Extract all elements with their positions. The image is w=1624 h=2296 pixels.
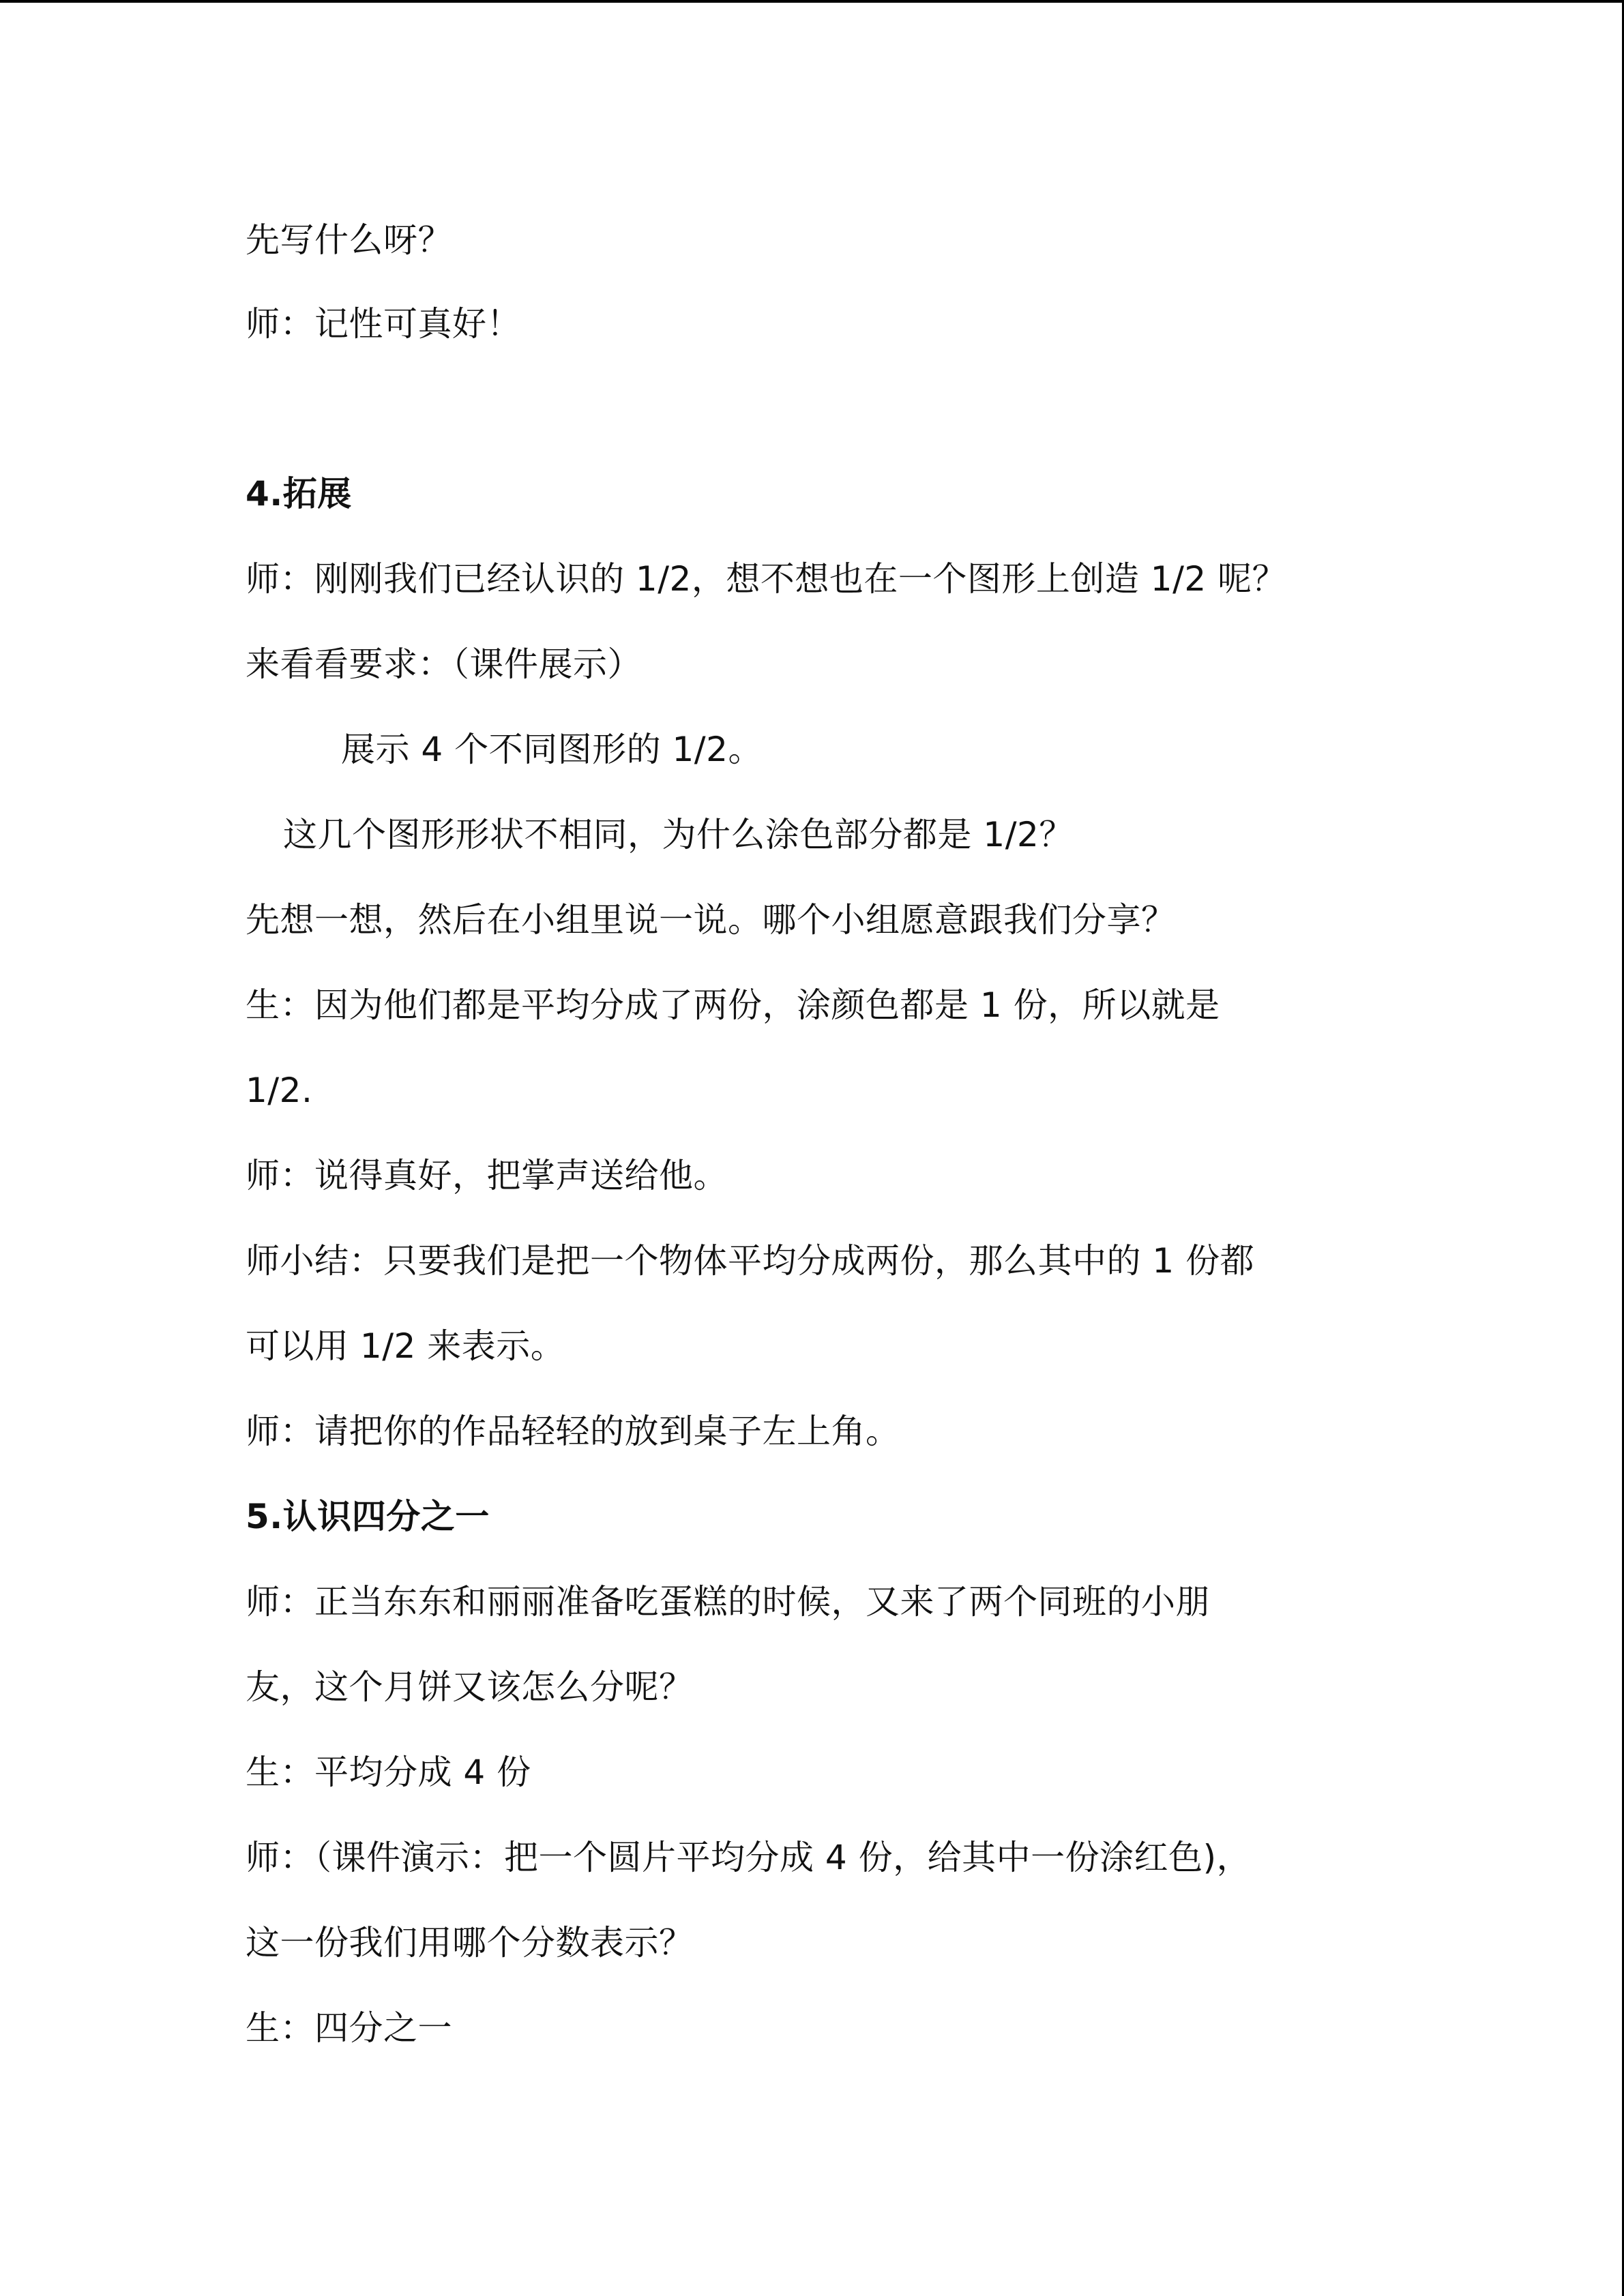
text-line: 友，这个月饼又该怎么分呢？ bbox=[246, 1667, 694, 1707]
text-line: 先写什么呀？ bbox=[246, 220, 452, 260]
text-line: 师：正当东东和丽丽准备吃蛋糕的时候，又来了两个同班的小朋 bbox=[246, 1582, 1210, 1622]
section-heading: 4.拓展 bbox=[246, 474, 352, 513]
text-line: 师：记性可真好！ bbox=[246, 304, 521, 344]
text-line: 来看看要求：（课件展示） bbox=[246, 644, 642, 684]
text-line: 展示 4 个不同图形的 1/2。 bbox=[341, 730, 763, 769]
text-line: 师：（课件演示：把一个圆片平均分成 4 份，给其中一份涂红色)， bbox=[246, 1838, 1252, 1877]
text-line: 先想一想，然后在小组里说一说。哪个小组愿意跟我们分享？ bbox=[246, 900, 1176, 940]
text-line: 生：平均分成 4 份 bbox=[246, 1753, 531, 1792]
text-line: 师小结：只要我们是把一个物体平均分成两份，那么其中的 1 份都 bbox=[246, 1241, 1255, 1281]
text-line: 这一份我们用哪个分数表示？ bbox=[246, 1923, 694, 1963]
text-line: 生：四分之一 bbox=[246, 2008, 452, 2048]
page-border-top bbox=[0, 0, 1624, 3]
text-line: 这几个图形形状不相同，为什么涂色部分都是 1/2？ bbox=[283, 815, 1074, 854]
text-line: 师：请把你的作品轻轻的放到桌子左上角。 bbox=[246, 1412, 900, 1451]
text-line: 可以用 1/2 来表示。 bbox=[246, 1326, 565, 1366]
text-line: 师：说得真好，把掌声送给他。 bbox=[246, 1156, 728, 1195]
text-line: 1/2. bbox=[246, 1071, 313, 1110]
section-heading: 5.认识四分之一 bbox=[246, 1497, 490, 1536]
text-line: 生：因为他们都是平均分成了两份，涂颜色都是 1 份，所以就是 bbox=[246, 985, 1220, 1025]
text-line: 师：刚刚我们已经认识的 1/2，想不想也在一个图形上创造 1/2 呢？ bbox=[246, 559, 1287, 599]
